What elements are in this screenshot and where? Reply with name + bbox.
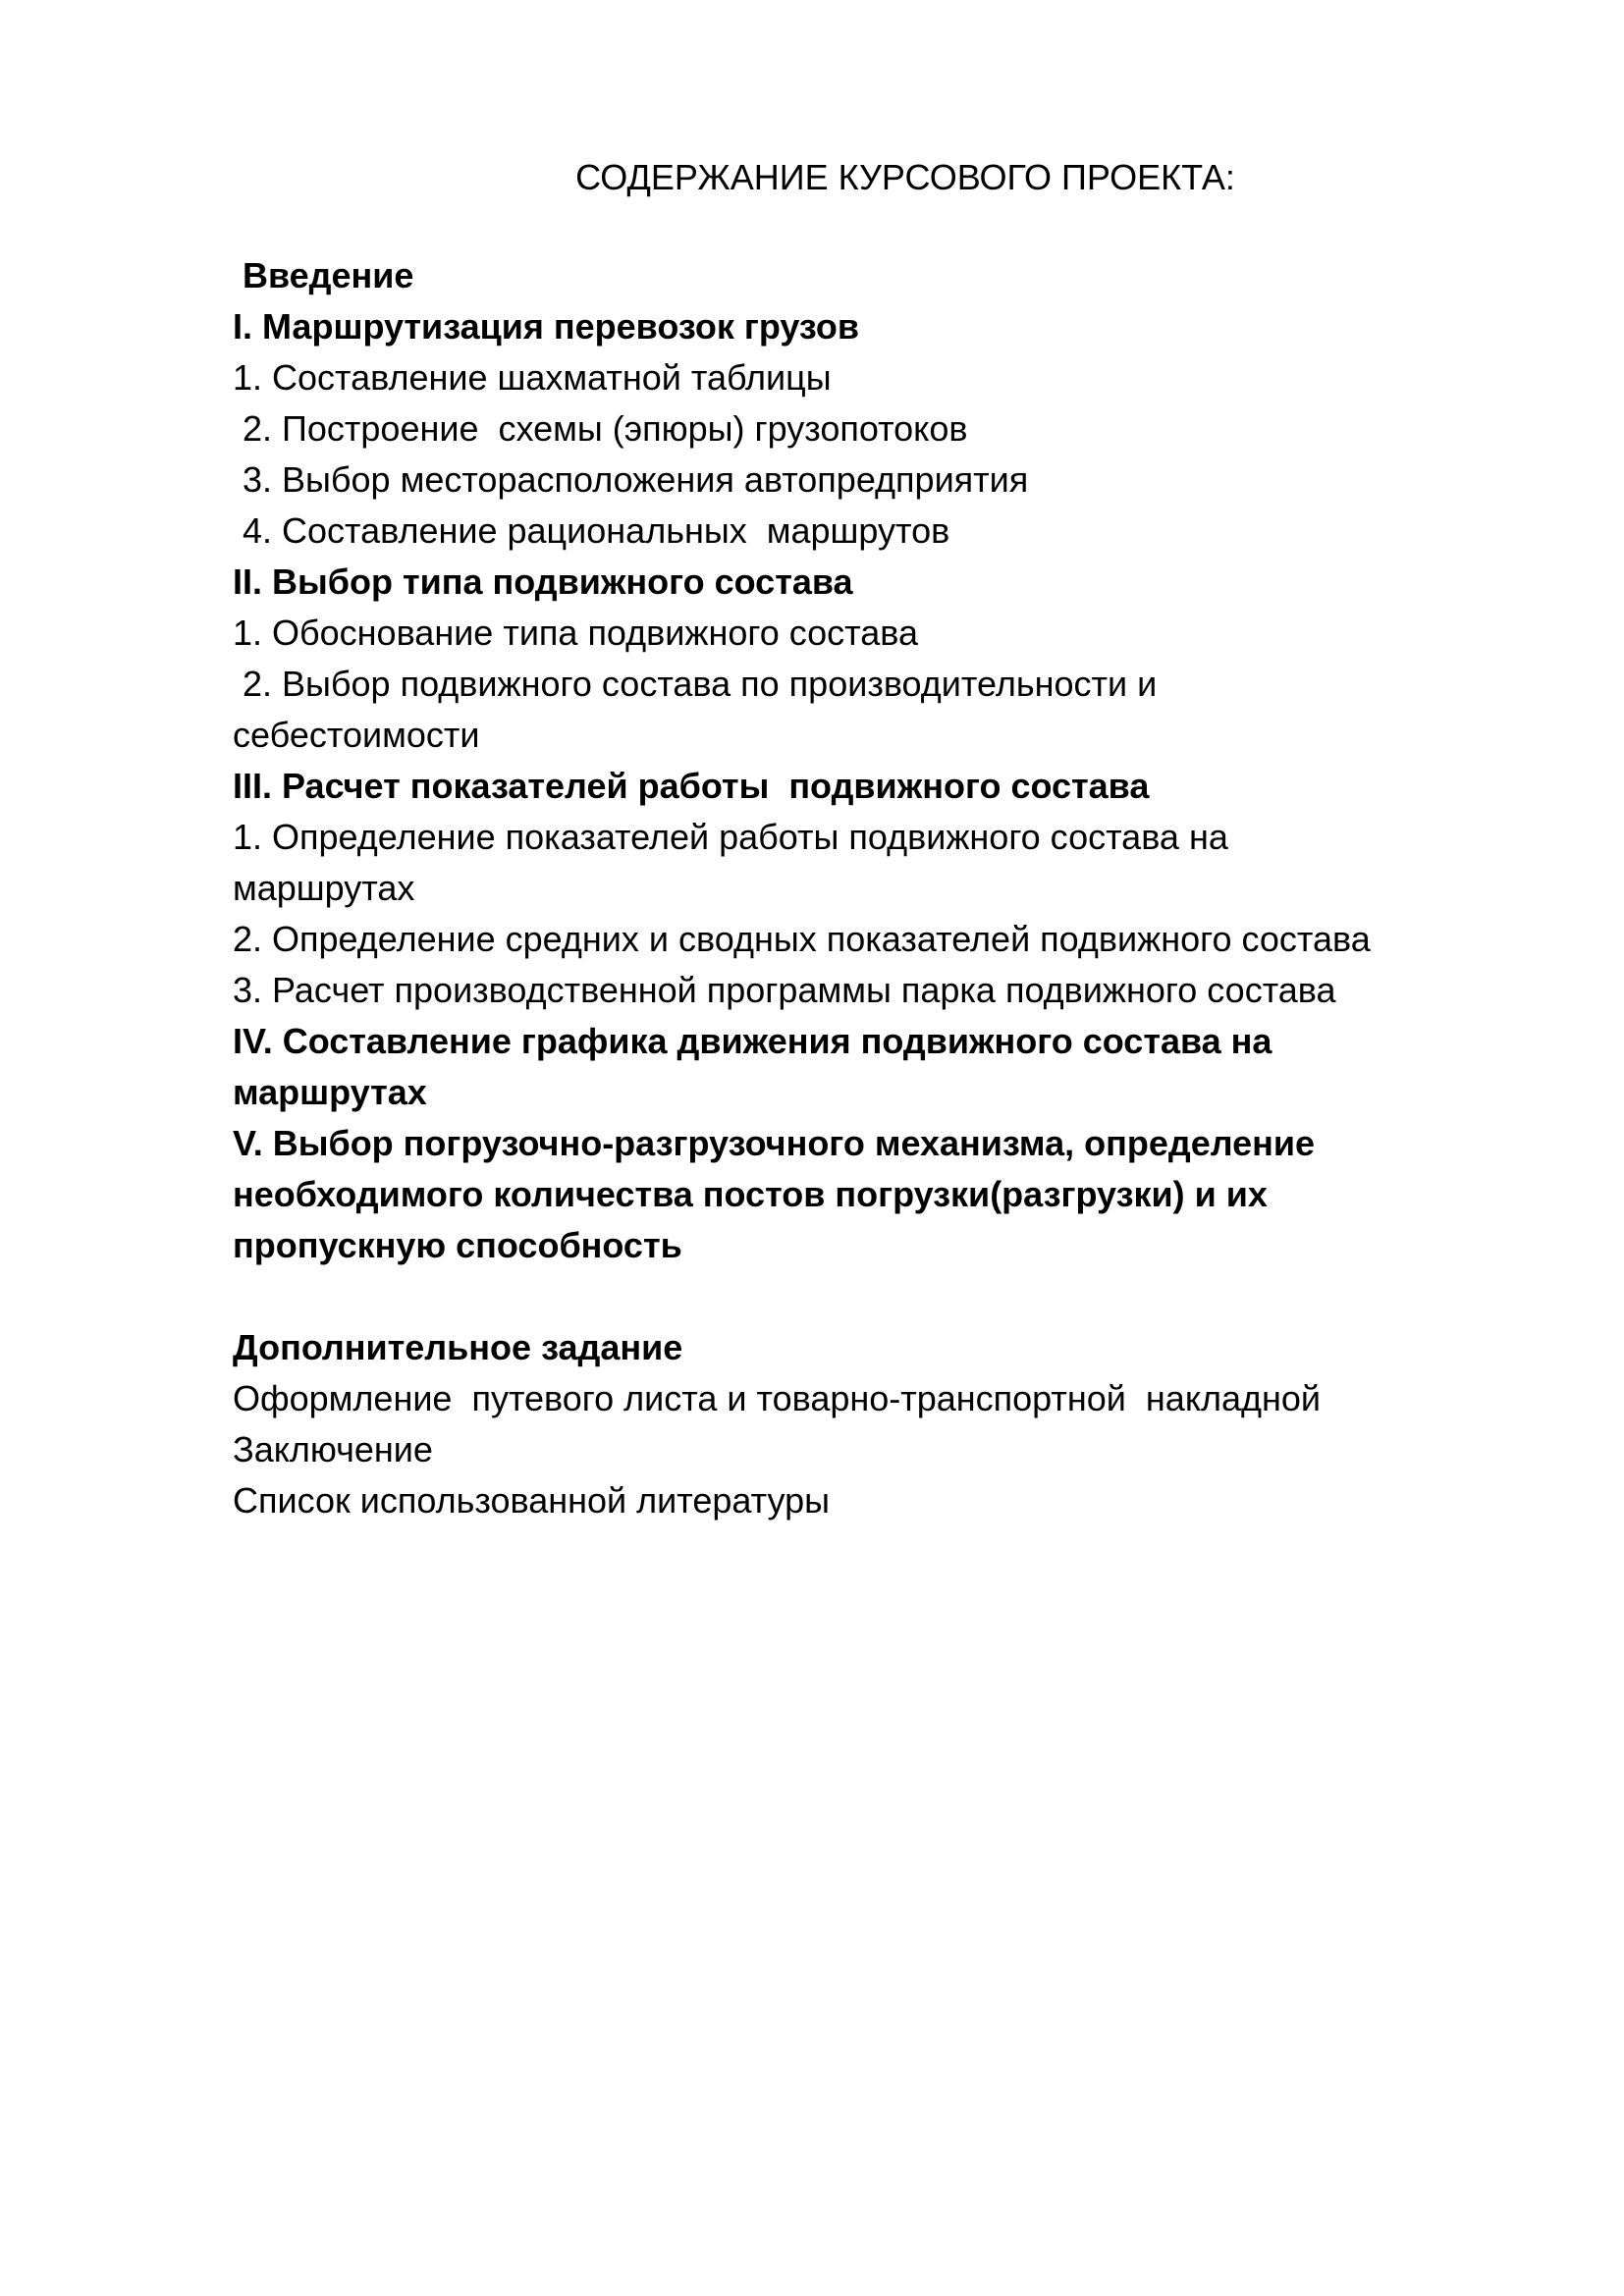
toc-item: 4. Составление рациональных маршрутов: [233, 510, 950, 551]
spacer: [233, 1271, 1509, 1322]
toc-item: 1. Определение показателей работы подвижного состава на: [233, 817, 1228, 857]
toc-item: 1. Составление шахматной таблицы: [233, 357, 832, 398]
toc-heading: V. Выбор погрузочно-разгрузочного механизма, определение: [233, 1123, 1316, 1163]
toc-heading: III. Расчет показателей работы подвижного состава: [233, 766, 1150, 806]
toc-item: себестоимости: [233, 715, 480, 755]
toc-heading: маршрутах: [233, 1072, 427, 1112]
toc-heading: пропускную способность: [233, 1225, 682, 1265]
toc-item: маршрутах: [233, 868, 415, 908]
toc-heading: необходимого количества постов погрузки(разгрузки) и их: [233, 1174, 1268, 1214]
table-of-contents: [233, 250, 1509, 1526]
toc-item: 2. Определение средних и сводных показателей подвижного состава: [233, 919, 1371, 959]
toc-heading: Дополнительное задание: [233, 1327, 683, 1367]
toc-item: Оформление путевого листа и товарно-транспортной накладной: [233, 1378, 1322, 1418]
toc-heading: I. Маршрутизация перевозок грузов: [233, 306, 860, 347]
toc-item: 1. Обоснование типа подвижного состава: [233, 613, 919, 653]
toc-heading: IV. Составление графика движения подвижного состава на: [233, 1021, 1272, 1061]
toc-item: Список использованной литературы: [233, 1480, 830, 1521]
toc-item: 2. Выбор подвижного состава по производительности и: [233, 664, 1158, 704]
toc-item: 2. Построение схемы (эпюры) грузопотоков: [233, 408, 968, 449]
toc-heading: Введение: [233, 255, 414, 295]
toc-item: 3. Выбор месторасположения автопредприятия: [233, 459, 1029, 500]
document-title: СОДЕРЖАНИЕ КУРСОВОГО ПРОЕКТА:: [575, 157, 1235, 197]
toc-item: 3. Расчет производственной программы парка подвижного состава: [233, 970, 1336, 1010]
toc-heading: II. Выбор типа подвижного состава: [233, 561, 853, 602]
toc-item: Заключение: [233, 1429, 433, 1469]
